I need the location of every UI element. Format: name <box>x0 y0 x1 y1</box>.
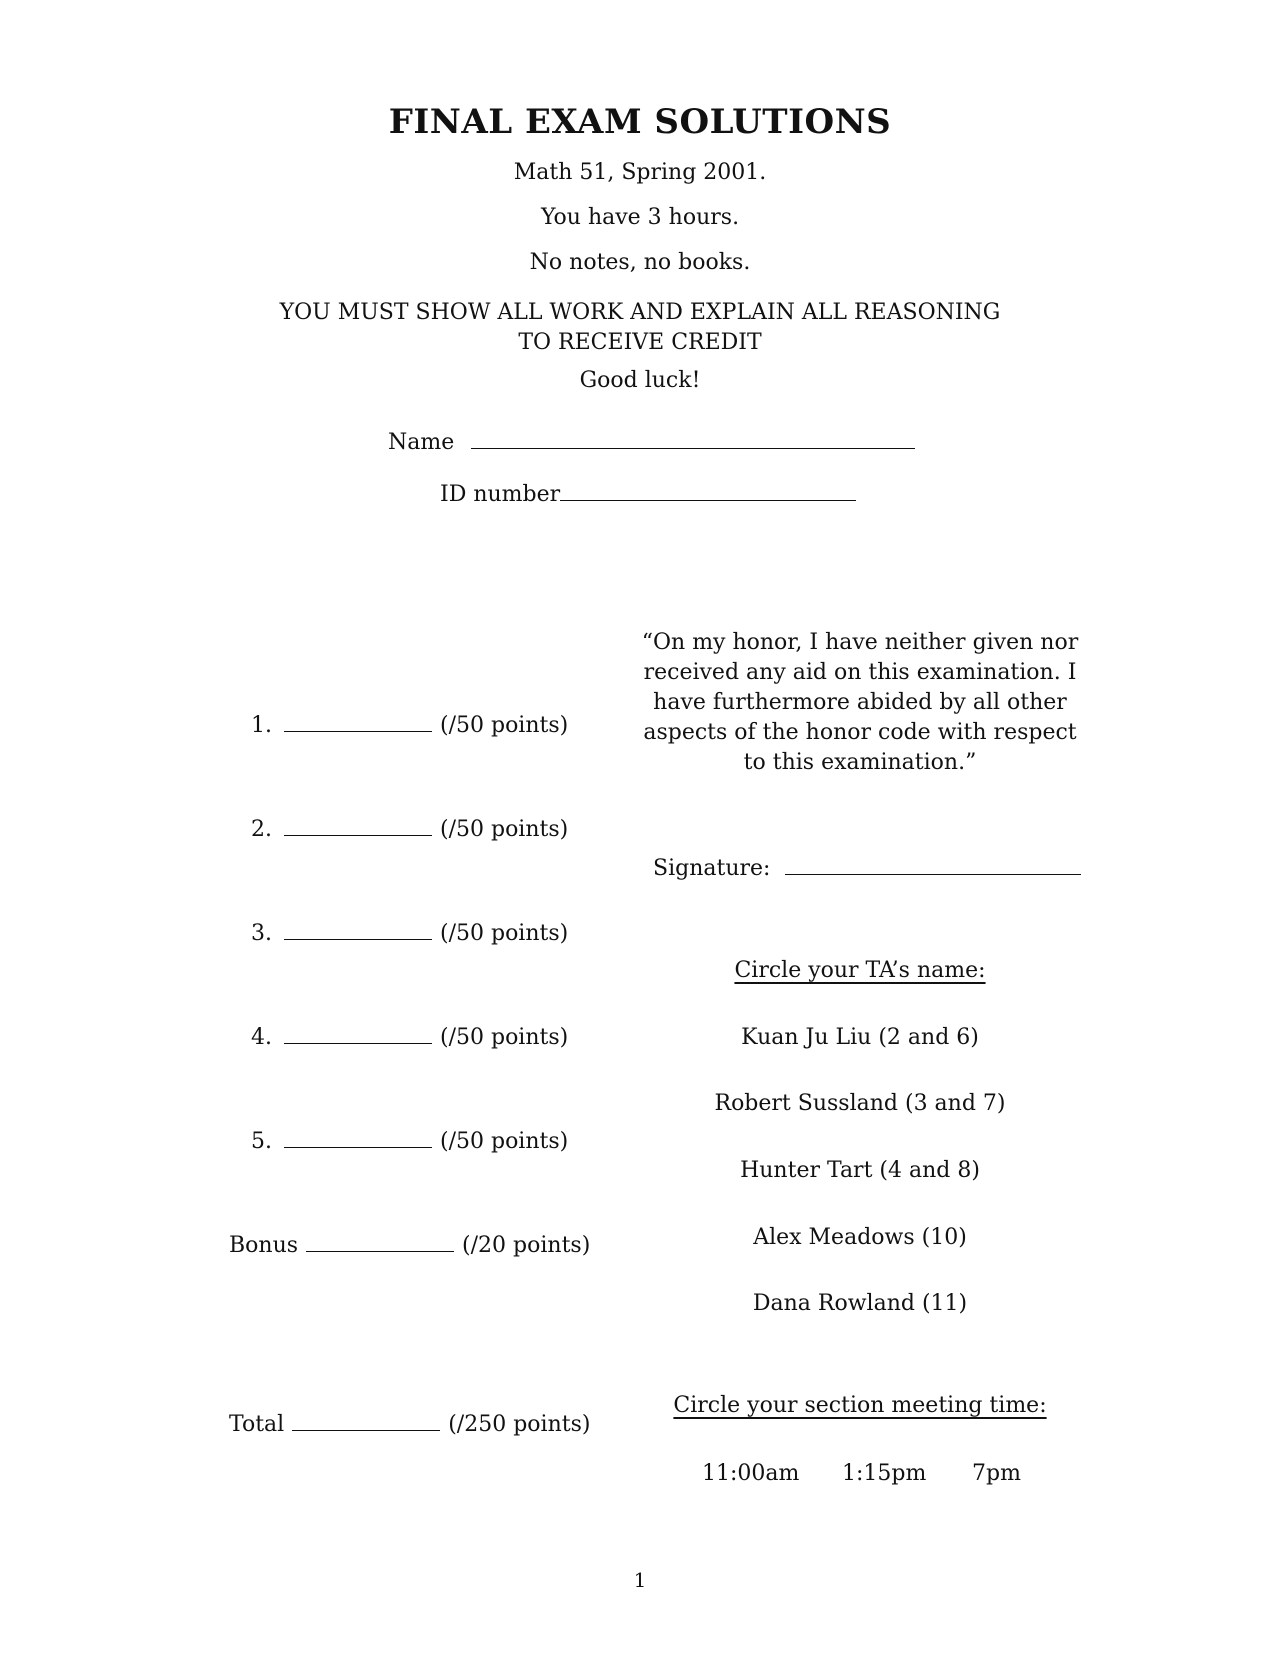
score-label: 5. <box>251 1129 272 1154</box>
good-luck-line: Good luck! <box>579 368 701 393</box>
score-label: 4. <box>251 1025 272 1050</box>
score-blank[interactable] <box>306 1250 454 1252</box>
score-blank[interactable] <box>284 834 432 836</box>
signature-blank[interactable] <box>785 852 1081 875</box>
honor-statement: “On my honor, I have neither given nor received any aid on this examination. I have furthermore abided by all other aspects of the honor code with respect to this examination.” <box>641 630 1079 775</box>
ta-name[interactable]: Hunter Tart (4 and 8) <box>740 1158 980 1183</box>
score-blank[interactable] <box>284 1146 432 1148</box>
ta-name[interactable]: Alex Meadows (10) <box>753 1225 967 1250</box>
score-points: (/50 points) <box>440 1025 569 1050</box>
page-number: 1 <box>633 1568 647 1592</box>
id-blank[interactable] <box>560 478 856 501</box>
time-line: You have 3 hours. <box>540 205 740 230</box>
ta-heading: Circle your TA’s name: <box>734 958 986 983</box>
section-heading-row <box>640 1393 1080 1418</box>
signature-label: Signature: <box>653 856 771 881</box>
score-label: Bonus <box>229 1233 299 1258</box>
score-points: (/50 points) <box>440 817 569 842</box>
course-line: Math 51, Spring 2001. <box>513 160 767 185</box>
score-blank[interactable] <box>292 1429 440 1431</box>
score-row-1 <box>251 713 568 738</box>
warning-line-2: TO RECEIVE CREDIT <box>518 330 762 355</box>
score-label: 3. <box>251 921 272 946</box>
signature-row <box>653 852 1081 881</box>
score-label: Total <box>229 1412 285 1437</box>
score-blank[interactable] <box>284 938 432 940</box>
section-heading: Circle your section meeting time: <box>673 1393 1047 1418</box>
score-blank[interactable] <box>284 1042 432 1044</box>
score-row-bonus <box>229 1233 590 1258</box>
id-label: ID number <box>440 482 561 507</box>
name-label: Name <box>388 430 455 455</box>
score-points: (/50 points) <box>440 1129 569 1154</box>
rules-line: No notes, no books. <box>529 250 751 275</box>
score-row-5 <box>251 1129 568 1154</box>
section-time[interactable]: 7pm <box>972 1461 1021 1486</box>
section-time[interactable]: 11:00am <box>702 1461 800 1486</box>
score-row-2 <box>251 817 568 842</box>
section-time[interactable]: 1:15pm <box>842 1461 927 1486</box>
warning-line-1: YOU MUST SHOW ALL WORK AND EXPLAIN ALL REASONING <box>279 300 1001 325</box>
warning-text <box>240 298 1040 358</box>
score-points: (/20 points) <box>462 1233 591 1258</box>
id-field-row <box>440 478 856 507</box>
name-blank[interactable] <box>471 426 915 449</box>
score-points: (/50 points) <box>440 713 569 738</box>
score-blank[interactable] <box>284 730 432 732</box>
ta-name[interactable]: Dana Rowland (11) <box>752 1291 968 1316</box>
score-row-4 <box>251 1025 568 1050</box>
score-row-total <box>229 1412 590 1437</box>
score-row-3 <box>251 921 568 946</box>
name-field-row <box>388 426 915 455</box>
score-label: 1. <box>251 713 272 738</box>
score-points: (/50 points) <box>440 921 569 946</box>
ta-name[interactable]: Robert Sussland (3 and 7) <box>714 1091 1006 1116</box>
score-points: (/250 points) <box>448 1412 591 1437</box>
ta-name[interactable]: Kuan Ju Liu (2 and 6) <box>741 1025 979 1050</box>
ta-heading-row <box>640 958 1080 983</box>
score-label: 2. <box>251 817 272 842</box>
exam-title: FINAL EXAM SOLUTIONS <box>388 102 892 142</box>
